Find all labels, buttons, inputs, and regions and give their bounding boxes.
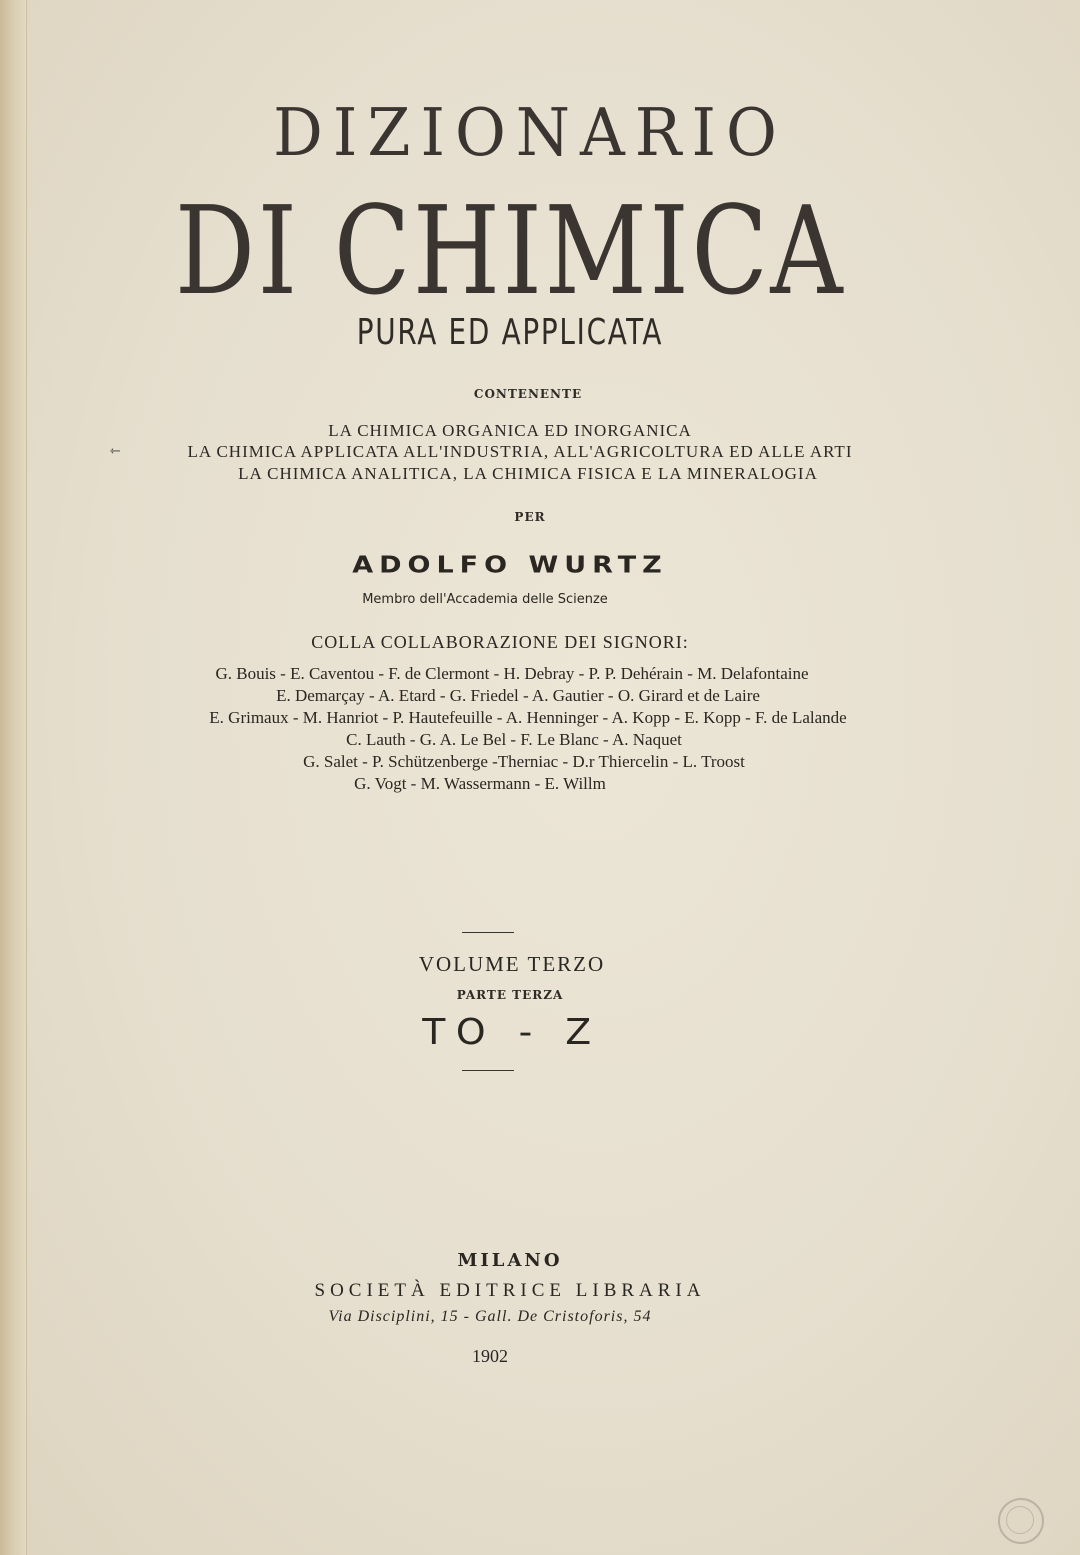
collaborators-line: G. Vogt - M. Wassermann - E. Willm bbox=[354, 774, 606, 793]
imprint-address: Via Disciplini, 15 - Gall. De Cristoforis, 54 bbox=[328, 1308, 652, 1325]
library-stamp-icon bbox=[998, 1498, 1044, 1544]
subtitle: PURA ED APPLICATA bbox=[356, 312, 664, 353]
margin-mark-icon: ⇽ bbox=[110, 444, 121, 459]
collaborators-line: G. Bouis - E. Caventou - F. de Clermont - H. Debray - P. P. Dehérain - M. Delafontaine bbox=[215, 664, 809, 683]
imprint-city: MILANO bbox=[457, 1250, 563, 1271]
contents-line: LA CHIMICA ANALITICA, LA CHIMICA FISICA E LA MINERALOGIA bbox=[238, 464, 818, 483]
collaborators-intro: COLLA COLLABORAZIONE DEI SIGNORI: bbox=[311, 632, 689, 652]
volume-label: VOLUME TERZO bbox=[418, 952, 606, 976]
imprint-publisher: SOCIETÀ EDITRICE LIBRARIA bbox=[314, 1280, 706, 1301]
imprint-year: 1902 bbox=[472, 1346, 508, 1366]
collaborators-line: G. Salet - P. Schützenberge -Therniac - D.r Thiercelin - L. Troost bbox=[303, 752, 745, 771]
collaborators-line: E. Demarçay - A. Etard - G. Friedel - A. Gautier - O. Girard et de Laire bbox=[276, 686, 760, 705]
volume-part: PARTE TERZA bbox=[456, 988, 564, 1002]
author-role: Membro dell'Accademia delle Scienze bbox=[362, 592, 608, 607]
title-line-1: DIZIONARIO bbox=[273, 94, 787, 171]
collaborators-line: C. Lauth - G. A. Le Bel - F. Le Blanc - A. Naquet bbox=[346, 730, 682, 749]
volume-range: TO - Z bbox=[422, 1012, 602, 1053]
contents-line: LA CHIMICA APPLICATA ALL'INDUSTRIA, ALL'AGRICOLTURA ED ALLE ARTI bbox=[187, 442, 853, 461]
author-name: ADOLFO WURTZ bbox=[352, 552, 668, 579]
divider bbox=[462, 932, 514, 933]
divider bbox=[462, 1070, 514, 1071]
author-intro: PER bbox=[514, 510, 546, 524]
contents-intro: CONTENENTE bbox=[473, 387, 583, 401]
collaborators-line: E. Grimaux - M. Hanriot - P. Hautefeuille - A. Henninger - A. Kopp - E. Kopp - F. de Lalande bbox=[209, 708, 847, 727]
contents-line: LA CHIMICA ORGANICA ED INORGANICA bbox=[328, 421, 692, 440]
title-line-2: DI CHIMICA bbox=[174, 180, 846, 322]
